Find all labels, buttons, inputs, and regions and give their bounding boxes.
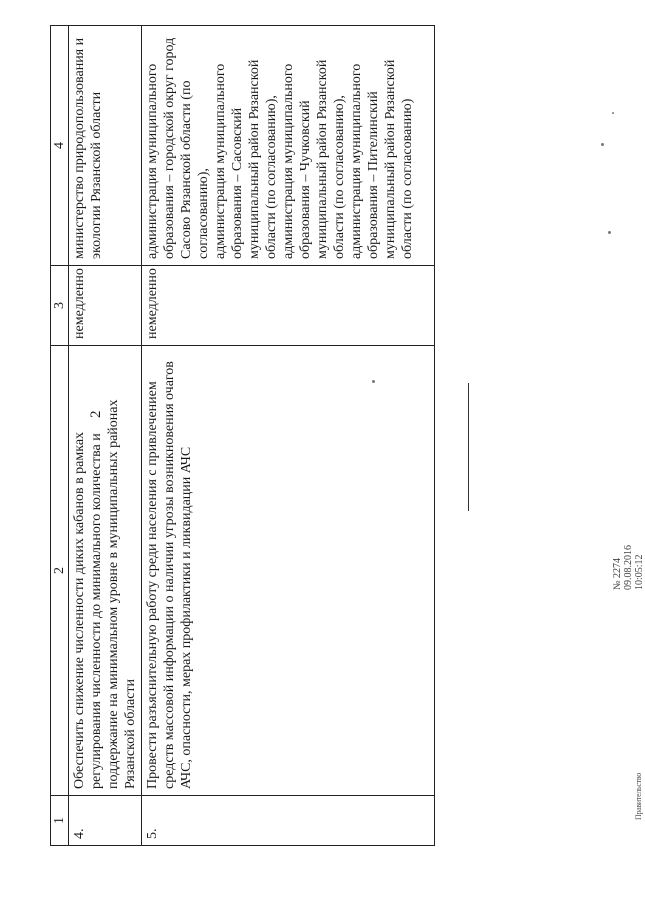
table-header-row [51,26,69,846]
seal-mark: Правительство [634,773,643,820]
column-header: 4 [51,26,69,266]
table-row [142,26,435,846]
scan-speck [608,231,611,234]
measures-table [50,25,435,846]
measures-table-container [50,26,435,846]
page-number: 2 [88,410,104,418]
scan-line [468,383,469,511]
row-number: 4. [69,796,142,846]
row-number: 5. [142,796,435,846]
responsible-text: министерство природопользования и экологии Рязанской области [69,26,142,266]
column-header: 1 [51,796,69,846]
task-text: Обеспечить снижение численности диких кабанов в рамках регулирования численности до минимального количества и поддержание на минимальном уровне в муниципальных районах Рязанской области [69,346,142,796]
column-header: 3 [51,266,69,346]
column-header: 2 [51,346,69,796]
scan-speck [612,112,614,114]
registration-stamp: № 2274 09.08.2016 10:05:12 [612,545,645,590]
scan-speck [601,143,604,146]
responsible-text: администрация муниципального образования – городской округ город Сасово Рязанской области (по согласованию), администрация муниципального образования – Сасовский муниципальный район Рязанской области (по согласованию), администрация муниципального образования – Чучковский муниципальный район Рязанской области (по согласованию), администрация муниципального образования – Пителинский муниципальный район Рязанской области (по согласованию) [142,26,435,266]
term-text: немедленно [142,266,435,346]
task-text: Провести разъяснительную работу среди населения с привлечением средств массовой информации о наличии угрозы возникновения очагов АЧС, опасности, мерах профилактики и ликвидации АЧС [142,346,435,796]
table-row [69,26,142,846]
term-text: немедленно [69,266,142,346]
